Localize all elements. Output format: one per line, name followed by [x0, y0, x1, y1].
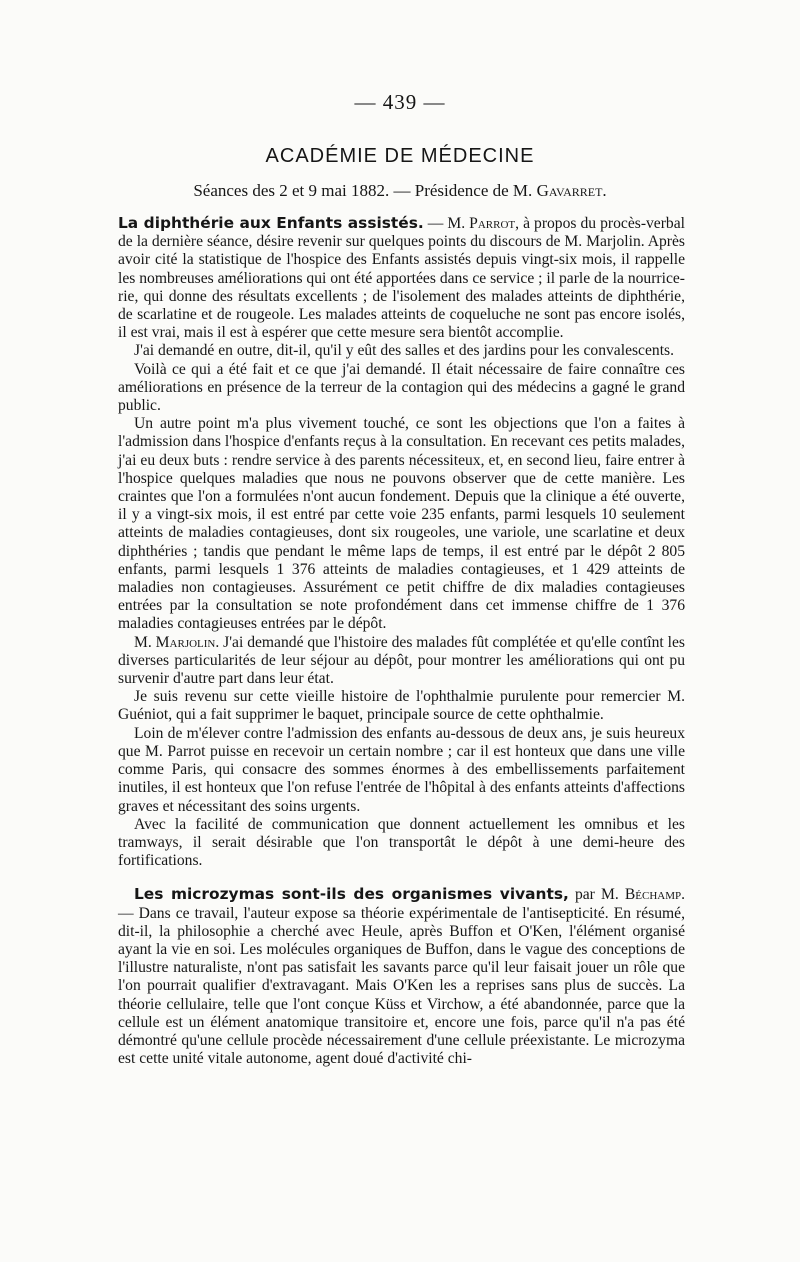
section1-paragraph-7: Loin de m'élever contre l'admission des enfants au-dessous de deux ans, je suis heureux que M. Parrot puisse en recevoir un certain nombre ; car il est honteux que dans une ville comme Paris, qui consacre des sommes énormes à des embellissements parfaitement inutiles, il est honteux que l'on refuse l'entrée de l'hôpital à des enfants atteints d'affections graves et nécessitant des soins urgents. [118, 724, 685, 815]
section1-paragraph-2: J'ai demandé en outre, dit-il, qu'il y eût des salles et des jardins pour les convalescents. [134, 342, 674, 360]
section1-p1-lead: — M. [423, 215, 470, 232]
subtitle-text: Séances des 2 et 9 mai 1882. — Présidence de M. [193, 181, 537, 200]
section1-p1-name: Parrot [469, 215, 516, 232]
section2-p1-name: Béchamp [624, 886, 682, 904]
section1-paragraph-3: Voilà ce qui a été fait et ce que j'ai demandé. Il était nécessaire de faire connaître ces améliorations en présence de la terreur de la contagion qui des médecins a gagné le grand public. [118, 360, 685, 415]
article-body [118, 214, 685, 1068]
section1-heading: La diphthérie aux Enfants assistés. [118, 214, 424, 232]
section1-paragraph-5 [118, 634, 685, 689]
page-title: ACADÉMIE DE MÉDECINE [265, 145, 535, 167]
page-number: — 439 — [354, 90, 446, 114]
section2-p1-text: . — Dans ce travail, l'auteur expose sa théorie expérimentale de l'antisepticité. En résumé, dit-il, la philosophie a cherché avec Heule, après Buffon et O'Ken, l'élément organisé ayant la vie en soi. Les molécules organiques de Buffon, dans le vague des conceptions de l'illustre naturaliste, n'ont pas satisfait les savants parce qu'il leur faisait jouer un rôle que l'on pourrait qualifier d'extravagant. Mais O'Ken les a reprises sans plus de succès. La théorie cellulaire, telle que l'ont conçue Küss et Virchow, a été abandonnée, parce que la cellule est un élément anatomique transitoire et, encore une fois, parce qu'il n'a pas été démontré qu'une cellule procède nécessairement d'une cellule préexistante. Le microzyma est cette unité vitale autonome, agent doué d'activité chi- [118, 886, 686, 1068]
section1-p5-text: . J'ai demandé que l'histoire des malades fût complétée et qu'elle contînt les diverses particularités de leur séjour au dépôt, pour montrer les améliorations qui ont pu survenir d'autre part dans leur état. [118, 633, 685, 688]
subtitle-president-name: Gavarret [536, 181, 603, 200]
section1-paragraph-6: Je suis revenu sur cette vieille histoire de l'ophthalmie purulente pour remercier M. Guéniot, qui a fait supprimer le baquet, principale source de cette ophthalmie. [118, 688, 685, 724]
section2-p1-lead: par M. [568, 886, 625, 904]
section2-paragraph-1 [118, 885, 685, 1068]
section1-paragraph-4: Un autre point m'a plus vivement touché, ce sont les objections que l'on a faites à l'admission dans l'hospice d'enfants reçus à la consultation. En recevant ces petits malades, j'ai eu deux buts : rendre service à des parents nécessiteux, et, en second lieu, faire entrer à l'hospice quelques maladies que nous ne pouvons observer que de cette manière. Les craintes que l'on a formulées n'ont aucun fondement. Depuis que la clinique a été ouverte, il y a vingt-six mois, il est entré par cette voie 235 enfants, parmi lesquels 10 seulement atteints de maladies contagieuses, dont six rougeoles, une variole, une scarlatine et deux diphthéries ; tandis que pendant le même laps de temps, il est entré par le dépôt 2 805 enfants, parmi lesquels 1 376 atteints de maladies contagieuses, et 1 429 atteints de maladies non contagieuses. Assurément ce petit chiffre de dix maladies contagieuses entrées par la consultation se note profondément dans cet immense chiffre de 1 376 maladies contagieuses entrées par le dépôt. [118, 415, 685, 633]
section1-paragraph-1 [118, 214, 685, 342]
section1-p1-text: , à propos du procès-verbal de la dernière séance, désire revenir sur quelques points du discours de M. Marjolin. Après avoir cité la statistique de l'hospice des Enfants assistés depuis vingt-six mois, il rappelle les nombreuses améliorations qui ont été apportées dans ce service ; il parle de la nourricerie, qui donne des résultats excellents ; de l'isolement des malades atteints de diphthérie, de scarlatine et de rougeole. Les malades atteints de coqueluche ne sont pas encore isolés, il est vrai, mais il est à espérer que cette mesure sera bientôt accomplie. [118, 215, 685, 342]
session-subtitle [0, 181, 800, 201]
section2-heading: Les microzymas sont-ils des organismes vivants, [134, 885, 569, 904]
section1-paragraph-8: Avec la facilité de communication que donnent actuellement les omnibus et les tramways, il serait désirable que l'on transportât le dépôt à une demi-heure des fortifications. [118, 815, 685, 870]
section1-p5-lead: M. [134, 633, 156, 651]
section1-p5-name: Marjolin [155, 633, 216, 651]
subtitle-end: . [602, 181, 607, 200]
